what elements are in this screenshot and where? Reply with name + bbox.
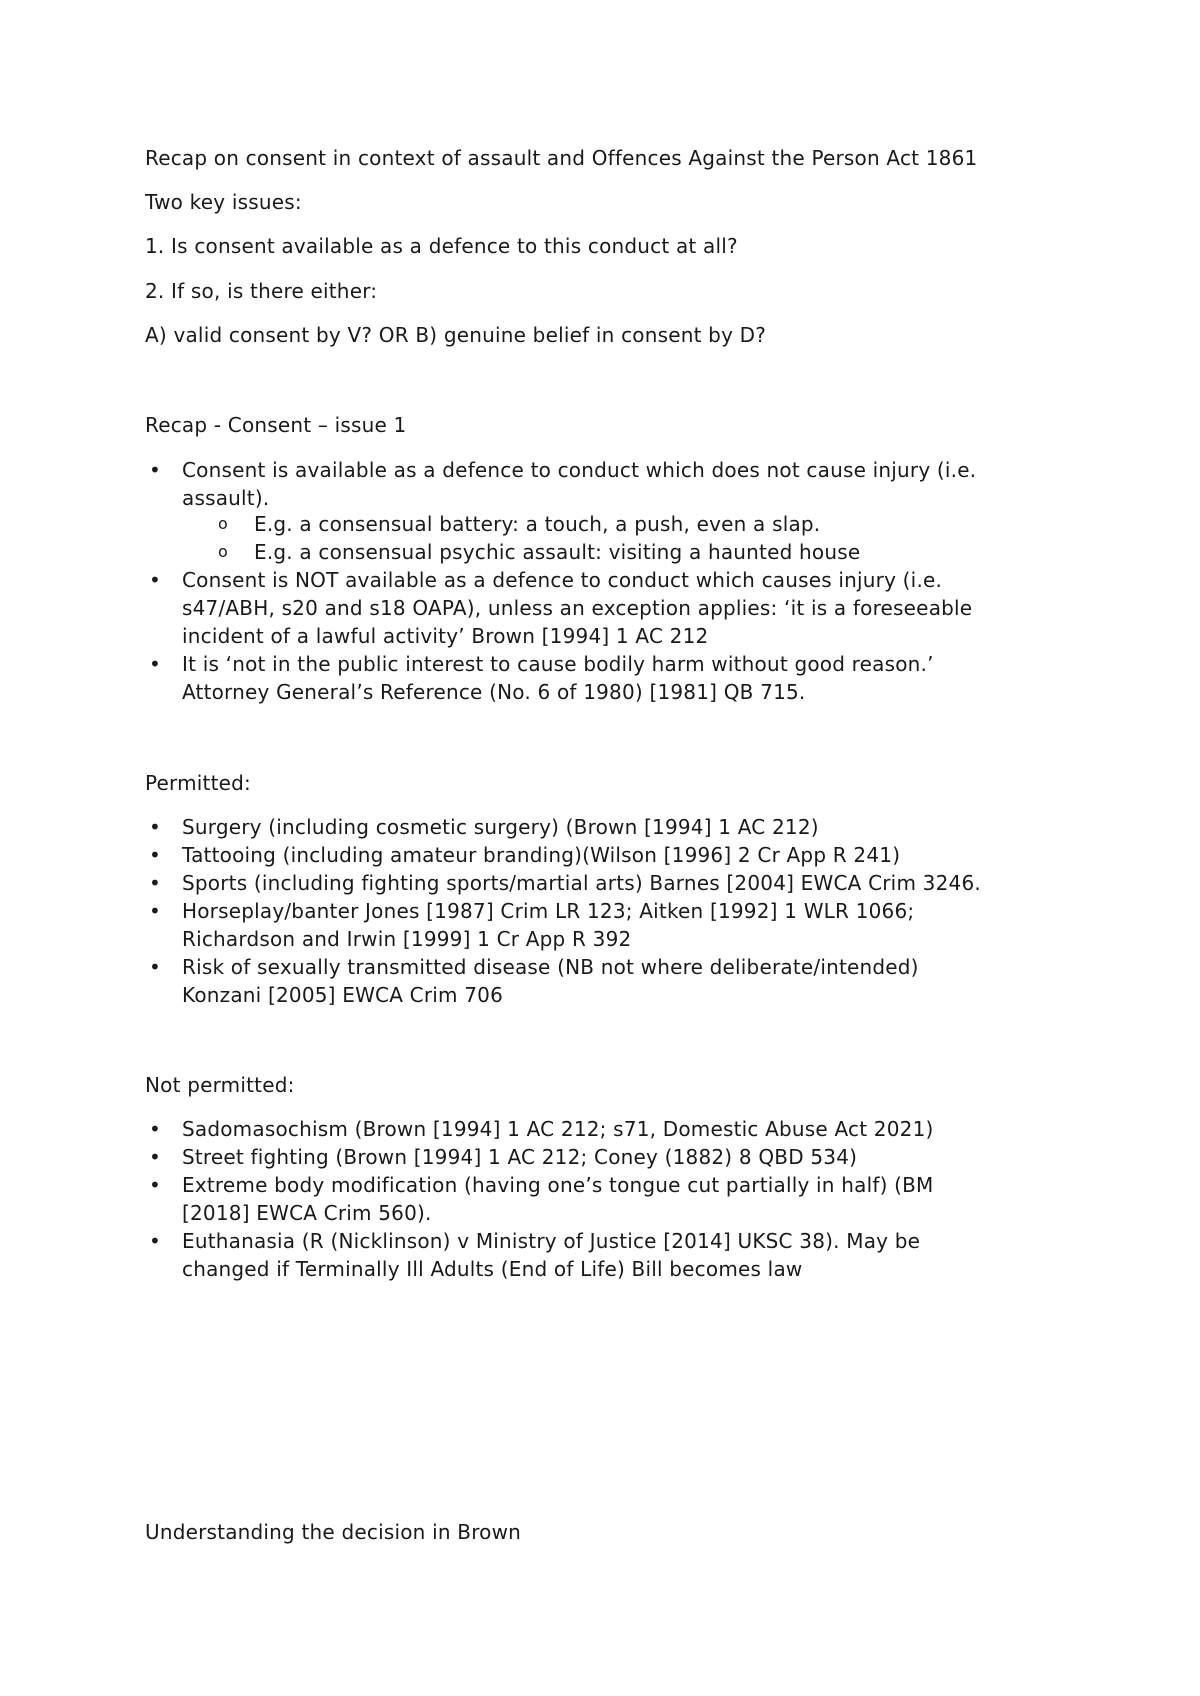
list-item-text: Tattooing (including amateur branding)(Wilson [1996] 2 Cr App R 241) — [182, 843, 901, 867]
list-item-text: Consent is NOT available as a defence to conduct which causes injury (i.e. s47/ABH, s20 and s18 OAPA), unless an exception applies: ‘it is a foreseeable incident of a lawful activity’ Brown [1994] 1 AC 212 — [182, 568, 973, 648]
issue-two-detail: A) valid consent by V? OR B) genuine belief in consent by D? — [145, 323, 767, 347]
document-title: Recap on consent in context of assault and Offences Against the Person Act 1861 — [145, 146, 978, 170]
bullet-icon: • — [149, 568, 161, 592]
sub-bullet-icon: o — [218, 542, 228, 561]
recap-heading: Recap - Consent – issue 1 — [145, 413, 407, 437]
list-item-text: Consent is available as a defence to conduct which does not cause injury (i.e. assault). — [182, 458, 977, 510]
list-item-text: Sadomasochism (Brown [1994] 1 AC 212; s71, Domestic Abuse Act 2021) — [182, 1117, 934, 1141]
permitted-heading: Permitted: — [145, 771, 251, 795]
bullet-icon: • — [149, 815, 161, 839]
bullet-icon: • — [149, 871, 161, 895]
bullet-icon: • — [149, 1229, 161, 1253]
list-item-text: Horseplay/banter Jones [1987] Crim LR 123; Aitken [1992] 1 WLR 1066; Richardson and Irwin [1999] 1 Cr App R 392 — [182, 899, 915, 951]
list-item-text: Risk of sexually transmitted disease (NB not where deliberate/intended) Konzani [2005] EWCA Crim 706 — [182, 955, 919, 1007]
issue-two-text: 2. If so, is there either: — [145, 279, 378, 303]
bullet-icon: • — [149, 899, 161, 923]
bullet-icon: • — [149, 1117, 161, 1141]
sub-bullet-icon: o — [218, 514, 228, 533]
two-key-issues-label: Two key issues: — [145, 190, 302, 214]
bullet-icon: • — [149, 458, 161, 482]
list-item-text: Surgery (including cosmetic surgery) (Brown [1994] 1 AC 212) — [182, 815, 819, 839]
sub-list-item-text: E.g. a consensual psychic assault: visiting a haunted house — [254, 540, 861, 564]
bullet-icon: • — [149, 652, 161, 676]
bullet-icon: • — [149, 1173, 161, 1197]
list-item-text: It is ‘not in the public interest to cause bodily harm without good reason.’ Attorney General’s Reference (No. 6 of 1980) [1981] QB 715. — [182, 652, 934, 704]
list-item-text: Euthanasia (R (Nicklinson) v Ministry of Justice [2014] UKSC 38). May be changed if Terminally Ill Adults (End of Life) Bill becomes law — [182, 1229, 921, 1281]
not-permitted-heading: Not permitted: — [145, 1073, 295, 1097]
bullet-icon: • — [149, 843, 161, 867]
bullet-icon: • — [149, 1145, 161, 1169]
sub-list-item-text: E.g. a consensual battery: a touch, a push, even a slap. — [254, 512, 821, 536]
list-item-text: Extreme body modification (having one’s tongue cut partially in half) (BM [2018] EWCA Crim 560). — [182, 1173, 934, 1225]
issue-one-text: 1. Is consent available as a defence to this conduct at all? — [145, 234, 738, 258]
list-item-text: Street fighting (Brown [1994] 1 AC 212; Coney (1882) 8 QBD 534) — [182, 1145, 858, 1169]
brown-decision-heading: Understanding the decision in Brown — [145, 1520, 522, 1544]
bullet-icon: • — [149, 955, 161, 979]
list-item-text: Sports (including fighting sports/martial arts) Barnes [2004] EWCA Crim 3246. — [182, 871, 981, 895]
